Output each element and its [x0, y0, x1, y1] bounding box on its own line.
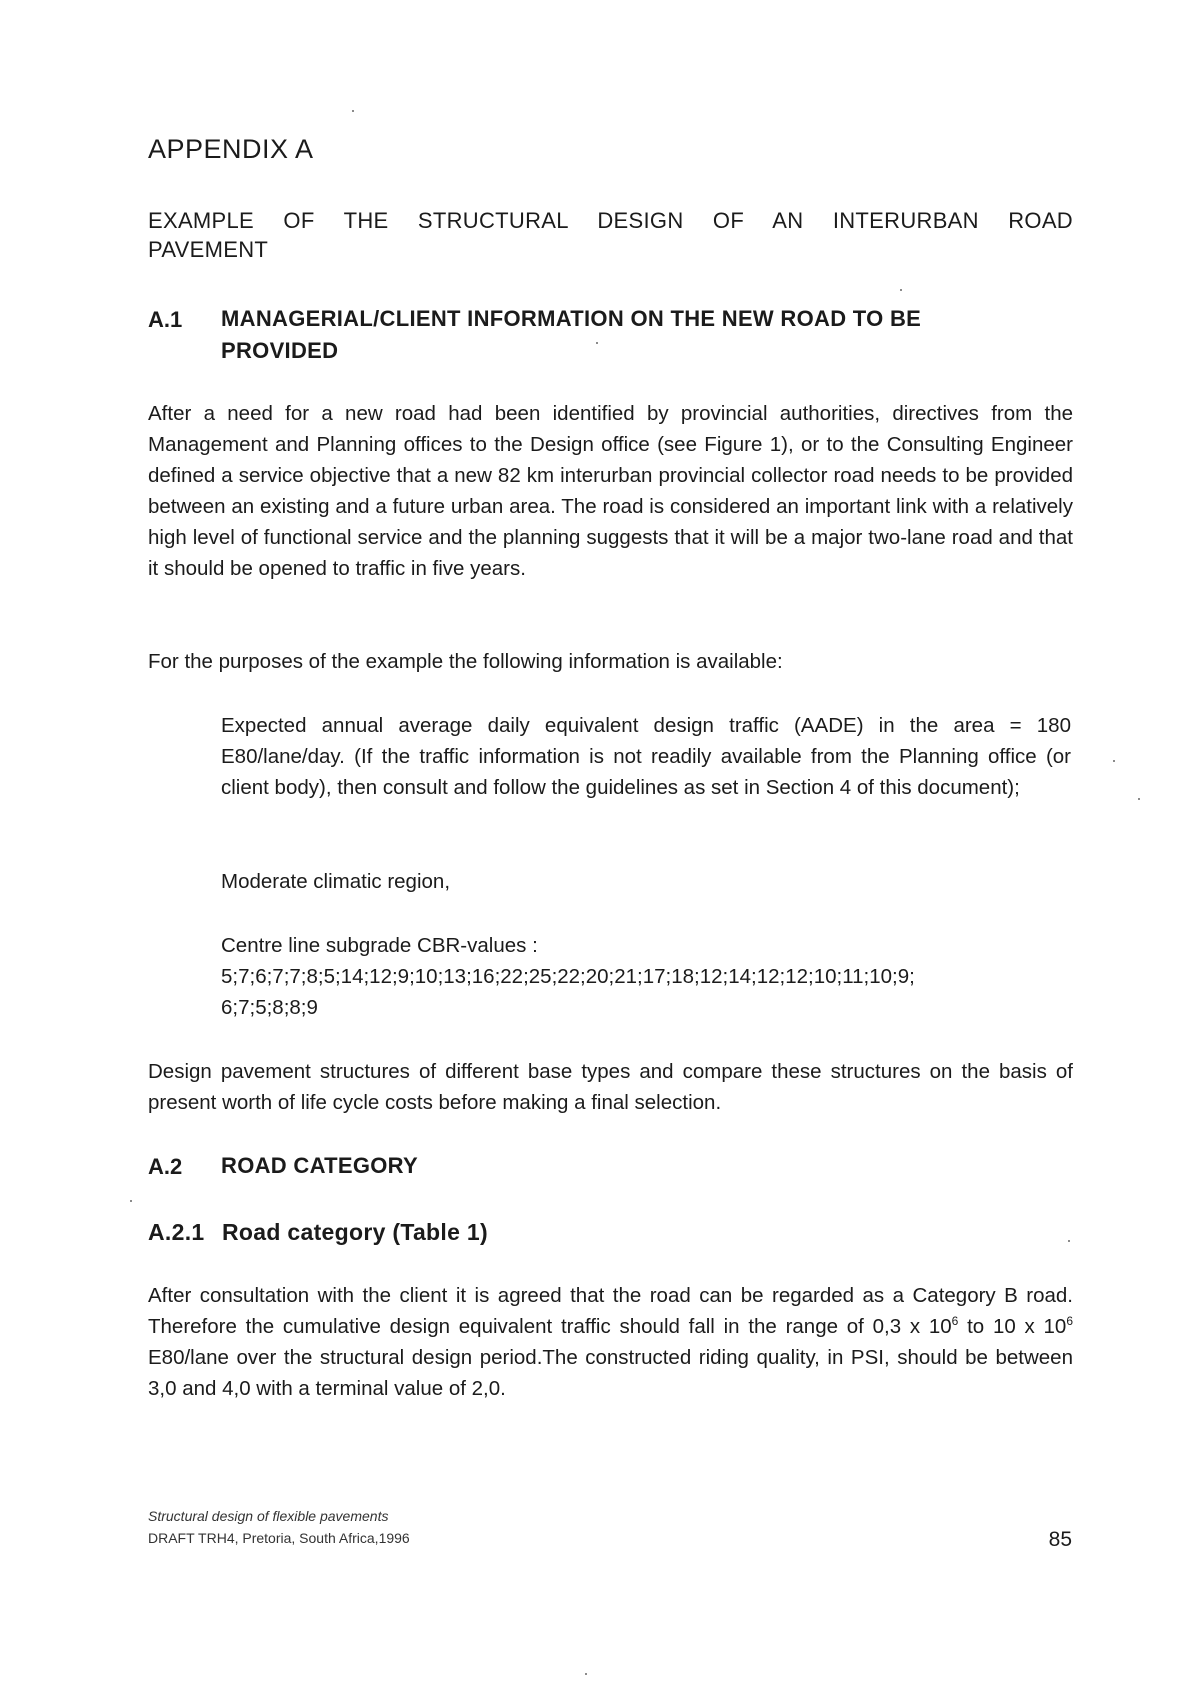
category-text-part3: E80/lane over the structural design period.The constructed riding quality, in PSI, should be between 3,0 and 4,0 with a terminal value of 2,0.: [148, 1346, 1073, 1400]
section-a2-title: ROAD CATEGORY: [221, 1153, 419, 1178]
category-text-part2: to 10 x 10: [958, 1315, 1067, 1338]
scan-speck: [1068, 1240, 1070, 1242]
info-cbr-label: Centre line subgrade CBR-values :: [221, 934, 538, 957]
footer-line2: DRAFT TRH4, Pretoria, South Africa,1996: [148, 1530, 410, 1546]
paragraph-design-comparison-text: Design pavement structures of different base types and compare these structures on the basis of present worth of life cycle costs before making a final selection.: [148, 1060, 1073, 1114]
info-cbr-values-line1: 5;7;6;7;7;8;5;14;12;9;10;13;16;22;25;22;20;21;17;18;12;14;12;12;10;11;10;9;: [221, 965, 915, 988]
section-a21-title: Road category (Table 1): [222, 1219, 488, 1245]
scan-speck: [585, 1673, 587, 1675]
paragraph-background-text: After a need for a new road had been identified by provincial authorities, directives from the Management and Planning offices to the Design office (see Figure 1), or to the Consulting Engineer defined a service objective that a new 82 km interurban provincial collector road needs to be provided between an existing and a future urban area. The road is considered an important link with a relatively high level of functional service and the planning suggests that it will be a major two-lane road and that it should be opened to traffic in five years.: [148, 402, 1073, 580]
category-exponent-2: 6: [1066, 1314, 1073, 1329]
section-a21-number: A.2.1: [148, 1219, 205, 1245]
section-a2-number: A.2: [148, 1154, 183, 1179]
paragraph-road-category-text: [148, 1280, 1073, 1404]
appendix-title: APPENDIX A: [148, 134, 314, 164]
scan-speck: [130, 1200, 132, 1202]
paragraph-available-info-text: For the purposes of the example the following information is available:: [148, 650, 783, 673]
scan-speck: [900, 289, 902, 291]
document-title-line2: PAVEMENT: [148, 237, 269, 262]
info-climate: Moderate climatic region,: [221, 870, 451, 893]
paragraph-design-comparison: [148, 1056, 1073, 1118]
info-traffic: Expected annual average daily equivalent design traffic (AADE) in the area = 180 E80/lane/day. (If the traffic information is not readily available from the Planning office (or client body), then consult and follow the guidelines as set in Section 4 of this document);: [221, 714, 1071, 799]
info-cbr-values-line2: 6;7;5;8;8;9: [221, 996, 318, 1019]
section-a1-title-line1: MANAGERIAL/CLIENT INFORMATION ON THE NEW ROAD TO BE: [221, 306, 922, 331]
category-text-part1: After consultation with the client it is agreed that the road can be regarded as a Category B road. Therefore the cumulative design equivalent traffic should fall in the range of 0,3 x 10: [148, 1284, 1073, 1338]
scan-speck: [596, 342, 598, 344]
page-number: 85: [1048, 1528, 1072, 1551]
scan-speck: [1113, 760, 1115, 762]
scan-speck: [352, 110, 354, 112]
footer-line1: Structural design of flexible pavements: [148, 1508, 389, 1524]
paragraph-road-category: [148, 1280, 1073, 1404]
section-a1-number: A.1: [148, 307, 183, 332]
paragraph-available-info: [148, 646, 1073, 677]
category-exponent-1: 6: [951, 1314, 959, 1329]
scan-speck: [1138, 798, 1140, 800]
document-title-line1: EXAMPLE OF THE STRUCTURAL DESIGN OF AN INTERURBAN ROAD: [148, 208, 1073, 233]
section-a1-title-line2: PROVIDED: [221, 338, 339, 363]
paragraph-background: [148, 398, 1073, 584]
